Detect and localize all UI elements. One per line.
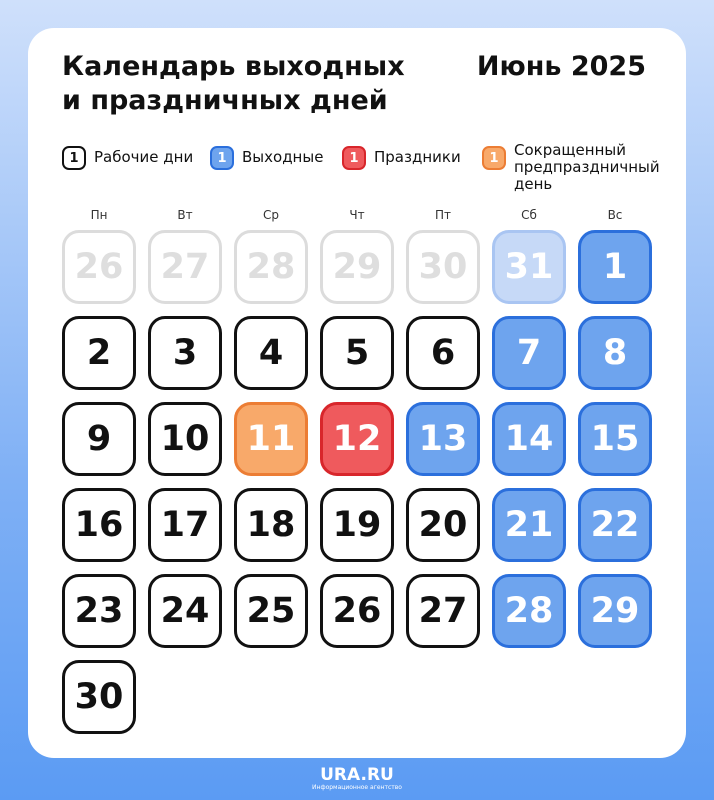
day-cell-holiday: 12 bbox=[320, 402, 394, 476]
day-cell-muted: 27 bbox=[148, 230, 222, 304]
legend-item-short bbox=[482, 141, 660, 193]
legend bbox=[62, 141, 662, 206]
day-cell-work: 17 bbox=[148, 488, 222, 562]
day-cell-work: 25 bbox=[234, 574, 308, 648]
footer bbox=[0, 766, 714, 792]
day-cell-work: 30 bbox=[62, 660, 136, 734]
title-line-1: Календарь выходных bbox=[62, 51, 405, 82]
day-cell-weekend: 29 bbox=[578, 574, 652, 648]
legend-swatch-work: 1 bbox=[62, 146, 86, 170]
legend-item-holiday bbox=[342, 146, 461, 170]
day-cell-weekend: 14 bbox=[492, 402, 566, 476]
day-cell-muted: 26 bbox=[62, 230, 136, 304]
legend-label-work: Рабочие дни bbox=[94, 148, 194, 166]
day-cell-work: 5 bbox=[320, 316, 394, 390]
legend-swatch-holiday: 1 bbox=[342, 146, 366, 170]
day-cell-work: 9 bbox=[62, 402, 136, 476]
day-cell-work: 2 bbox=[62, 316, 136, 390]
weekday-label: Вт bbox=[177, 208, 193, 222]
day-cell-work: 4 bbox=[234, 316, 308, 390]
calendar-grid bbox=[62, 230, 662, 740]
weekday-label: Пн bbox=[90, 208, 108, 222]
legend-item-work bbox=[62, 146, 193, 170]
calendar-card bbox=[28, 28, 686, 758]
day-cell-work: 27 bbox=[406, 574, 480, 648]
day-cell-work: 18 bbox=[234, 488, 308, 562]
day-cell-weekend: 8 bbox=[578, 316, 652, 390]
legend-swatch-short: 1 bbox=[482, 146, 506, 170]
day-cell-muted: 29 bbox=[320, 230, 394, 304]
legend-label-short bbox=[514, 142, 660, 193]
legend-label-holiday: Праздники bbox=[374, 148, 461, 166]
day-cell-work: 26 bbox=[320, 574, 394, 648]
day-cell-muted: 30 bbox=[406, 230, 480, 304]
ura-logo: URA.RU bbox=[320, 765, 394, 785]
day-cell-weekend: 28 bbox=[492, 574, 566, 648]
day-cell-weekend: 13 bbox=[406, 402, 480, 476]
title-line-2: и праздничных дней bbox=[62, 85, 388, 116]
legend-swatch-weekend: 1 bbox=[210, 146, 234, 170]
day-cell-weekend: 21 bbox=[492, 488, 566, 562]
day-cell-weekend: 1 bbox=[578, 230, 652, 304]
page-title bbox=[62, 50, 422, 118]
weekday-header bbox=[62, 208, 662, 228]
day-cell-weekend: 7 bbox=[492, 316, 566, 390]
day-cell-work: 19 bbox=[320, 488, 394, 562]
day-cell-work: 23 bbox=[62, 574, 136, 648]
day-cell-short: 11 bbox=[234, 402, 308, 476]
weekday-label: Чт bbox=[349, 208, 365, 222]
weekday-label: Вс bbox=[607, 208, 623, 222]
weekday-label: Ср bbox=[263, 208, 279, 222]
day-cell-work: 6 bbox=[406, 316, 480, 390]
day-cell-work: 10 bbox=[148, 402, 222, 476]
legend-label-short-line-1: Сокращенный bbox=[514, 141, 626, 159]
month-label: Июнь 2025 bbox=[476, 51, 646, 82]
day-cell-muted: 28 bbox=[234, 230, 308, 304]
legend-item-weekend bbox=[210, 146, 323, 170]
day-cell-weekend: 15 bbox=[578, 402, 652, 476]
day-cell-weekend: 22 bbox=[578, 488, 652, 562]
day-cell-work: 16 bbox=[62, 488, 136, 562]
legend-label-short-line-2: предпраздничный bbox=[514, 158, 660, 176]
day-cell-work: 3 bbox=[148, 316, 222, 390]
logo-subtitle: Информационное агентство bbox=[312, 784, 402, 791]
day-cell-work: 24 bbox=[148, 574, 222, 648]
day-cell-work: 20 bbox=[406, 488, 480, 562]
weekday-label: Пт bbox=[434, 208, 451, 222]
day-cell-weekend-muted: 31 bbox=[492, 230, 566, 304]
legend-label-weekend: Выходные bbox=[242, 148, 324, 166]
legend-label-short-line-3: день bbox=[514, 175, 553, 193]
weekday-label: Сб bbox=[521, 208, 537, 222]
